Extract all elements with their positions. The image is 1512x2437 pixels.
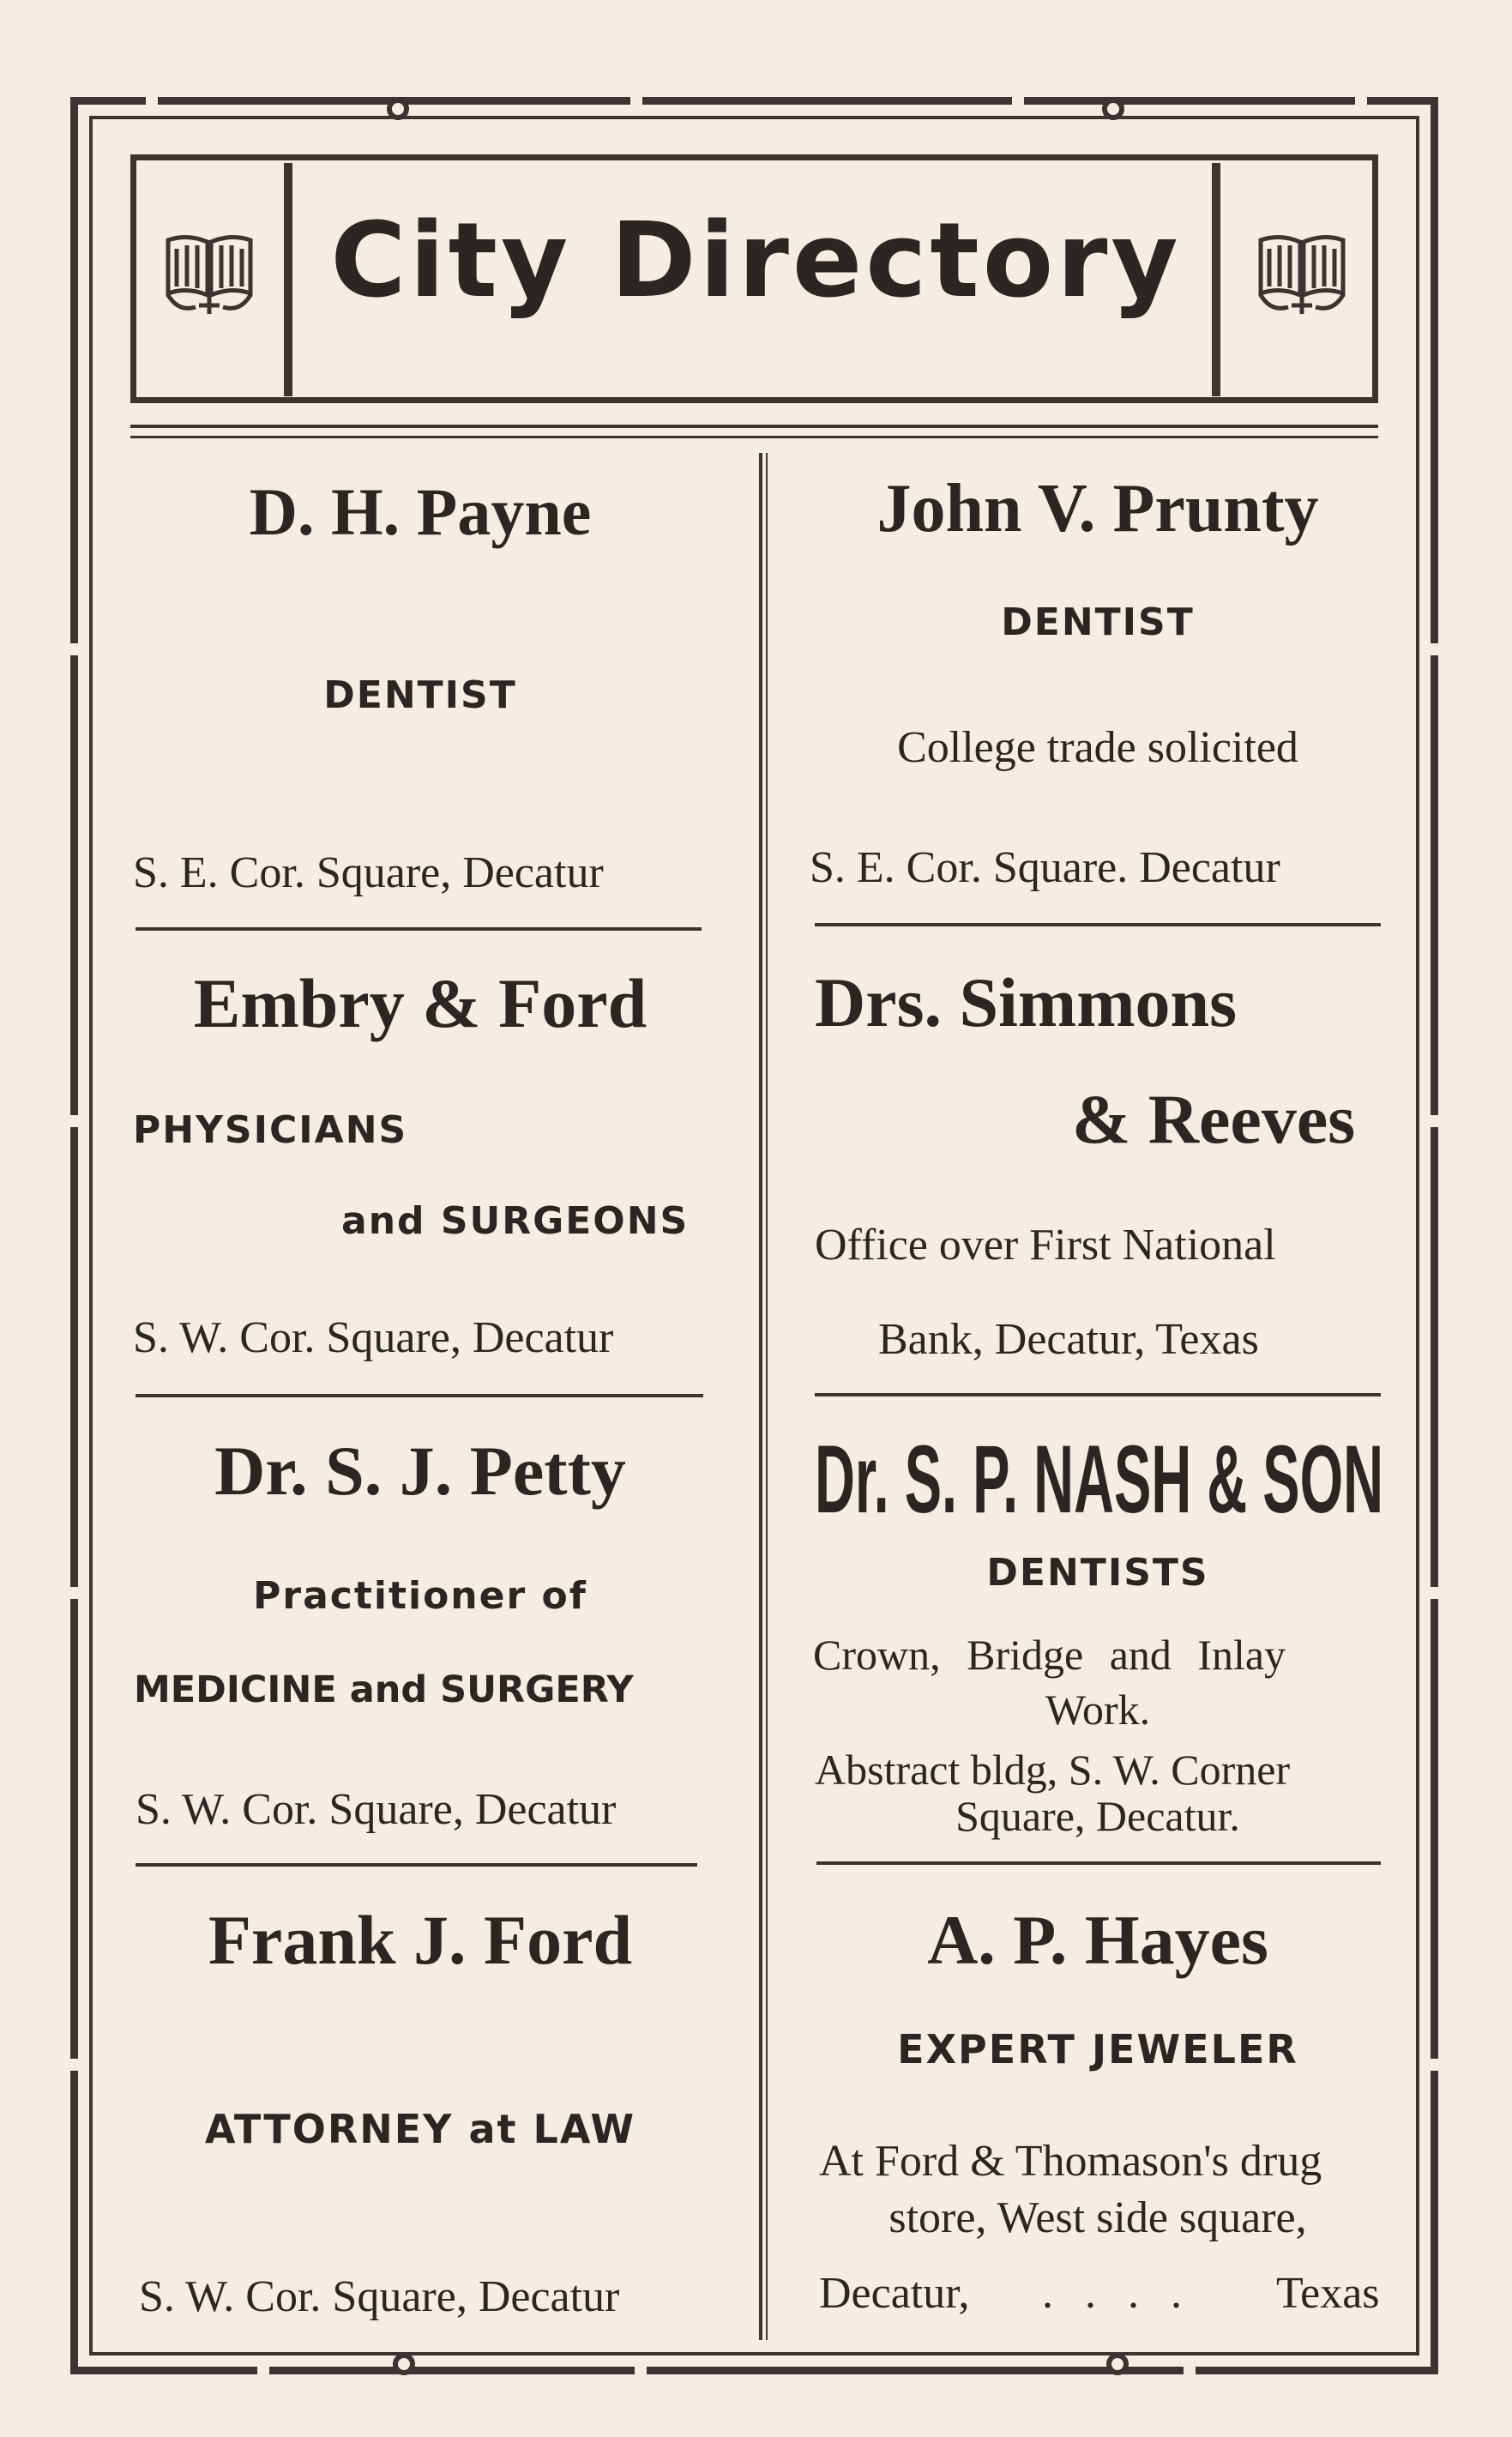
entry-address-dots: . . . . [1042, 2269, 1182, 2318]
frame-ornament [387, 98, 409, 120]
entry-name: Dr. S. J. Petty [214, 1432, 626, 1510]
entry-name: Drs. Simmons [815, 963, 1238, 1041]
entry-separator [815, 1393, 1381, 1396]
entry-name: Frank J. Ford [208, 1901, 633, 1979]
entry-address: S. E. Cor. Square. Decatur [810, 843, 1280, 892]
entry-address: S. W. Cor. Square, Decatur [133, 1313, 614, 1362]
entry-services: Work. [1045, 1686, 1151, 1734]
entry-profession: DENTIST [323, 673, 517, 717]
entry-profession: DENTIST [1001, 600, 1195, 644]
entry-address: S. E. Cor. Square, Decatur [133, 848, 604, 897]
entry-separator [815, 923, 1381, 926]
column-divider [766, 453, 768, 2340]
frame-ornament [1102, 98, 1124, 120]
entry-name: Embry & Ford [193, 964, 648, 1042]
entry-name: & Reeves [1072, 1080, 1356, 1158]
entry-name: Dr. S. P. NASH & SON [815, 1426, 1384, 1533]
entry-profession: Practitioner of [253, 1574, 587, 1618]
entry-note: College trade solicited [897, 723, 1298, 772]
entry-address: At Ford & Thomason's drug [819, 2137, 1322, 2186]
entry-address: S. W. Cor. Square, Decatur [136, 1785, 617, 1834]
header-underline [130, 436, 1378, 438]
entry-separator [136, 927, 702, 931]
entry-name: John V. Prunty [876, 471, 1319, 546]
entry-address: Office over First National [815, 1221, 1276, 1270]
entry-profession: ATTORNEY at LAW [204, 2106, 636, 2152]
entry-address: S. W. Cor. Square, Decatur [139, 2272, 620, 2321]
frame-ornament [1106, 2353, 1129, 2375]
entry-profession: DENTISTS [986, 1551, 1209, 1595]
entry-separator [136, 1394, 703, 1397]
entry-address: store, West side square, [889, 2193, 1307, 2242]
entry-address: Bank, Decatur, Texas [878, 1315, 1259, 1364]
entry-profession: EXPERT JEWELER [897, 2026, 1298, 2072]
entry-profession: and SURGEONS [341, 1199, 690, 1243]
entry-separator [136, 1863, 697, 1867]
entry-name: D. H. Payne [249, 474, 592, 549]
page-title: City Directory [330, 202, 1182, 321]
entry-name: A. P. Hayes [927, 1901, 1268, 1979]
frame-ornament [393, 2353, 415, 2375]
entry-profession: MEDICINE and SURGERY [134, 1668, 634, 1711]
column-divider [759, 453, 762, 2340]
entry-separator [816, 1861, 1381, 1865]
header-underline [130, 425, 1378, 428]
entry-profession: PHYSICIANS [133, 1108, 408, 1152]
entry-address: Texas [1276, 2269, 1380, 2318]
entry-services: Crown, Bridge and Inlay [813, 1631, 1286, 1679]
entry-address: Decatur, [819, 2269, 970, 2318]
entry-address: Abstract bldg, S. W. Corner [815, 1746, 1291, 1794]
entry-address: Square, Decatur. [955, 1792, 1240, 1840]
